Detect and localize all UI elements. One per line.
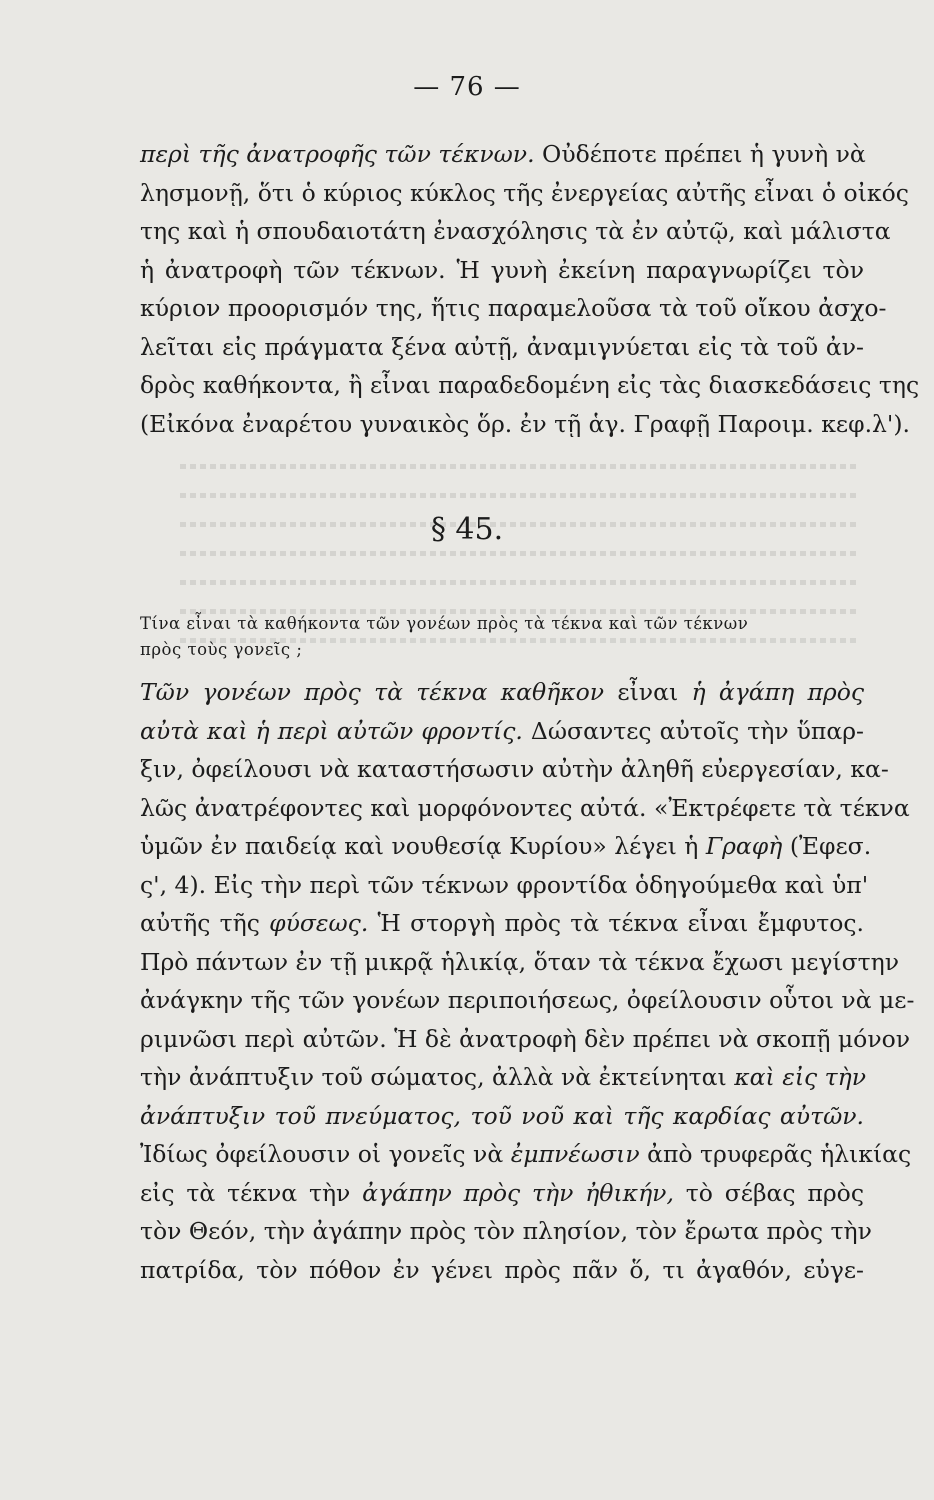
text-line	[140, 986, 915, 1014]
text-line	[140, 256, 864, 284]
text-line	[140, 909, 864, 937]
text-line	[140, 1024, 911, 1053]
text-line	[140, 755, 889, 783]
text-line	[140, 947, 900, 976]
text-run: κύριον προορισμόν της, ἥτις παραμελοῦσα τὰ τοῦ οἴκου ἀσχο-	[140, 294, 887, 322]
text-run: ς', 4). Εἰς τὴν περὶ τῶν τέκνων φροντίδα ὁδηγούμεθα καὶ ὑπ'	[140, 870, 869, 899]
text-line	[140, 1217, 872, 1245]
text-line	[140, 178, 909, 207]
text-run: λῶς ἀνατρέφοντες καὶ μορφόνοντες αὐτά. «Ἐκτρέφετε τὰ τέκνα	[140, 793, 910, 822]
text-line	[140, 678, 864, 706]
text-line	[140, 1102, 864, 1130]
text-run: λεῖται εἰς πράγματα ξένα αὐτῇ, ἀναμιγνύεται εἰς τὰ τοῦ ἀν-	[140, 332, 864, 361]
text-run: Δώσαντες αὐτοῖς τὴν ὕπαρ-	[522, 716, 864, 745]
italic-text: ἀνάπτυξιν τοῦ πνεύματος, τοῦ νοῦ καὶ τῆς καρδίας αὐτῶν.	[140, 1101, 864, 1130]
text-line	[140, 717, 864, 745]
italic-text: ἐμπνέωσιν	[510, 1140, 640, 1168]
text-line	[140, 832, 872, 860]
italic-text: περὶ τῆς ἀνατροφῆς τῶν τέκνων.	[140, 140, 535, 168]
question-line: πρὸς τοὺς γονεῖς ;	[140, 640, 303, 659]
text-line	[140, 333, 864, 361]
italic-text: Γραφὴ	[705, 832, 783, 860]
text-line	[140, 294, 887, 322]
text-run: ἀνάγκην τῆς τῶν γονέων περιποιήσεως, ὀφείλουσιν οὗτοι νὰ με-	[140, 986, 915, 1014]
text-line	[140, 1179, 864, 1207]
text-run: ἀπὸ τρυφερᾶς ἡλικίας	[639, 1140, 912, 1168]
text-line	[140, 1140, 912, 1168]
text-run: Πρὸ πάντων ἐν τῇ μικρᾷ ἡλικίᾳ, ὅταν τὰ τέκνα ἔχωσι μεγίστην	[140, 947, 900, 976]
text-line	[140, 870, 869, 899]
text-run: ριμνῶσι περὶ αὐτῶν. Ἡ δὲ ἀνατροφὴ δὲν πρέπει νὰ σκοπῇ μόνον	[140, 1024, 911, 1053]
italic-text: καὶ εἰς τὴν	[734, 1063, 867, 1091]
italic-text: Τῶν γονέων πρὸς τὰ τέκνα καθῆκον	[140, 678, 605, 706]
text-run: ἡ ἀνατροφὴ τῶν τέκνων. Ἡ γυνὴ ἐκείνη παραγνωρίζει τὸν	[140, 255, 864, 284]
text-line	[140, 1256, 864, 1284]
text-line	[140, 371, 920, 399]
section-heading: § 45.	[430, 512, 504, 547]
text-run: λησμονῇ, ὅτι ὁ κύριος κύκλος τῆς ἐνεργείας αὐτῆς εἶναι ὁ οἰκός	[140, 178, 909, 207]
italic-text: ἡ ἀγάπη πρὸς	[691, 678, 865, 706]
text-line	[140, 140, 864, 168]
text-run: τὴν ἀνάπτυξιν τοῦ σώματος, ἀλλὰ νὰ ἐκτείνηται	[140, 1063, 735, 1091]
text-run: Οὐδέποτε πρέπει ἡ γυνὴ νὰ	[534, 140, 866, 168]
italic-text: ἀγάπην πρὸς τὴν ἠθικήν,	[362, 1178, 674, 1207]
question-line: Τίνα εἶναι τὰ καθήκοντα τῶν γονέων πρὸς τὰ τέκνα καὶ τῶν τέκνων	[140, 614, 749, 633]
text-run: τὸ σέβας πρὸς	[673, 1178, 864, 1207]
text-run: ὑμῶν ἐν παιδείᾳ καὶ νουθεσίᾳ Κυρίου» λέγει ἡ	[140, 832, 706, 860]
text-run: της καὶ ἡ σπουδαιοτάτη ἐνασχόλησις τὰ ἐν αὐτῷ, καὶ μάλιστα	[140, 217, 891, 245]
italic-text: φύσεως.	[269, 909, 369, 937]
text-run: πατρίδα, τὸν πόθον ἐν γένει πρὸς πᾶν ὅ, τι ἀγαθόν, εὐγε-	[140, 1255, 864, 1284]
text-run: δρὸς καθήκοντα, ἢ εἶναι παραδεδομένη εἰς τὰς διασκεδάσεις της	[140, 371, 920, 399]
page-number: — 76 —	[413, 72, 521, 102]
italic-text: αὐτὰ καὶ ἡ περὶ αὐτῶν φροντίς.	[140, 716, 523, 745]
text-line	[140, 217, 891, 245]
text-run: (Εἰκόνα ἐναρέτου γυναικὸς ὅρ. ἐν τῇ ἁγ. Γραφῇ Παροιμ. κεφ.λ').	[140, 409, 911, 438]
text-run: Ἰδίως ὀφείλουσιν οἱ γονεῖς νὰ	[140, 1140, 511, 1168]
text-line	[140, 409, 911, 438]
text-line	[140, 793, 910, 822]
text-line	[140, 1063, 867, 1091]
text-run: εἶναι	[604, 678, 692, 706]
text-run: αὐτῆς τῆς	[140, 909, 270, 937]
text-run: ξιν, ὀφείλουσι νὰ καταστήσωσιν αὐτὴν ἀληθῆ εὐεργεσίαν, κα-	[140, 755, 889, 783]
text-run: Ἡ στοργὴ πρὸς τὰ τέκνα εἶναι ἔμφυτος.	[368, 909, 865, 937]
text-run: (Ἐφεσ.	[782, 832, 872, 860]
text-run: τὸν Θεόν, τὴν ἀγάπην πρὸς τὸν πλησίον, τὸν ἔρωτα πρὸς τὴν	[140, 1217, 872, 1245]
text-run: εἰς τὰ τέκνα τὴν	[140, 1178, 363, 1207]
